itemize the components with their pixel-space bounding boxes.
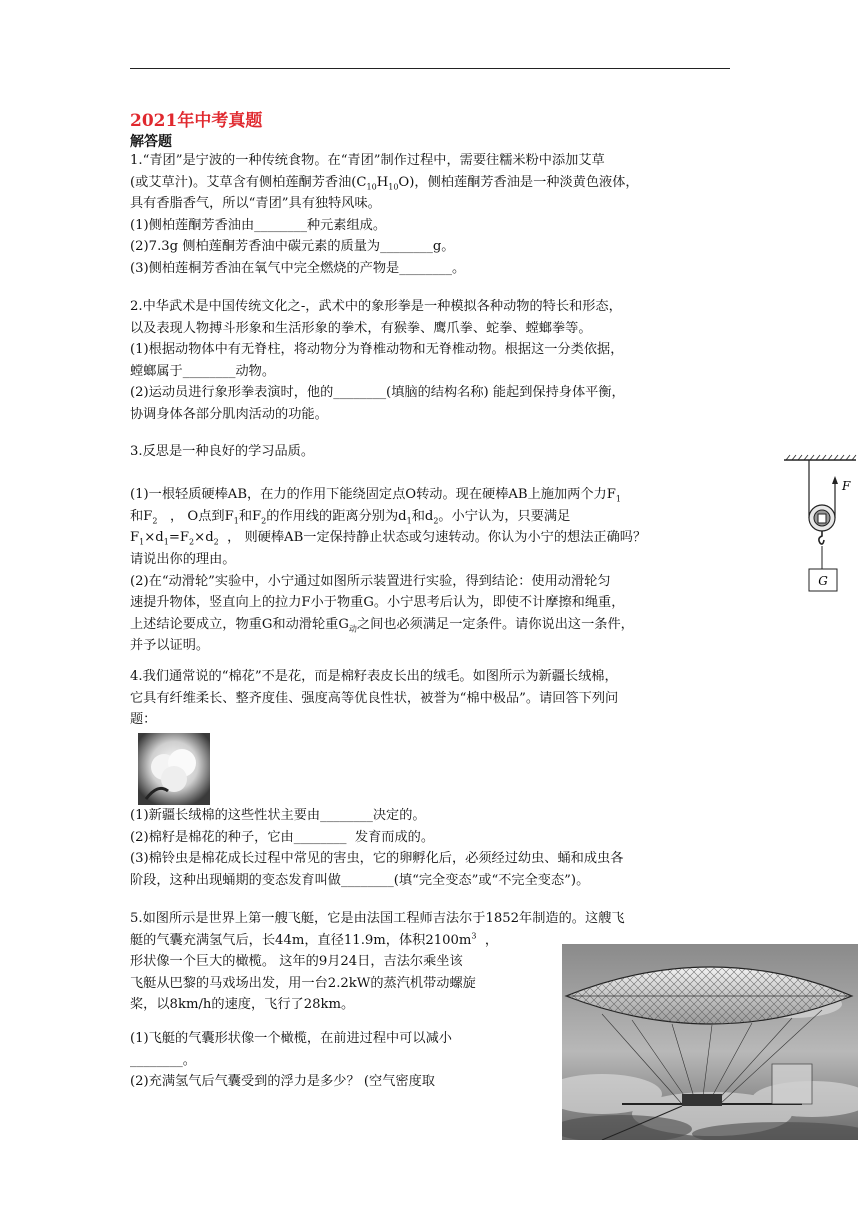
question-5	[130, 908, 625, 1093]
pulley-figure	[782, 454, 860, 594]
q1-line: 1.“青团”是宁波的一种传统食物。在“青团”制作过程中，需要往糯米粉中添加艾草	[130, 153, 605, 168]
cotton-photo	[138, 733, 210, 805]
header-rule	[130, 68, 730, 69]
question-4-subs	[130, 805, 623, 891]
q4-sub-1: (1)新疆长绒棉的这些性状主要由________决定的。	[130, 808, 426, 823]
q3-intro: 3.反思是一种良好的学习品质。	[130, 444, 315, 459]
q5-sub-1-blank: ________。	[130, 1052, 196, 1068]
q4-sub-4: 阶段，这种出现蛹期的变态发育叫做________(填“完全变态”或“不完全变态”)。	[130, 872, 590, 888]
q3-line: 上述结论要成立，物重G和动滑轮重$G_动$之间也必须满足一定条件。请你说出这一条件，	[130, 616, 634, 634]
q5-line: 形状像一个巨大的橄榄。 这年的9月24日，吉法尔乘坐该	[130, 954, 463, 970]
airship-illustration	[562, 944, 858, 1140]
q3-line: 速提升物体，竖直向上的拉力F小于物重G。小宁思考后认为，即使不计摩擦和绳重，	[130, 595, 625, 611]
hook	[819, 531, 824, 544]
q2-line: 螳螂属于________动物。	[130, 363, 276, 379]
q3-line: $F_1\times d_1=F_2\times d_2$ ， 则硬棒AB一定保持静止状态或匀速转动。你认为小宁的想法正确吗？	[130, 530, 647, 548]
q4-sub-2: (2)棉籽是棉花的种子，它由________ 发育而成的。	[130, 829, 434, 845]
force-label: F	[842, 479, 851, 493]
q3-line: (2)在“动滑轮”实验中，小宁通过如图所示装置进行实验，得到结论：使用动滑轮匀	[130, 573, 611, 589]
q3-line: 并予以证明。	[130, 638, 210, 654]
weight-label: G	[818, 574, 828, 588]
q1-sub-2: (2)7.3g 侧柏莲酮芳香油中碳元素的质量为________g。	[130, 239, 455, 255]
q2-line: 以及表现人物搏斗形象和生活形象的拳术，有猴拳、鹰爪拳、蛇拳、螳螂拳等。	[130, 320, 592, 336]
q2-line: (1)根据动物体中有无脊柱，将动物分为脊椎动物和无脊椎动物。根据这一分类依据，	[130, 342, 624, 358]
ceiling-hatch	[786, 455, 856, 460]
q1-line: (或艾草汁)。艾草含有侧柏莲酮芳香油$(C_{10}H_{10}O)$，侧柏莲酮芳香油是一种淡黄色液体，	[130, 174, 639, 192]
force-arrow	[832, 476, 838, 484]
q5-line: 艇的气囊充满氢气后，长44m，直径11.9m，体积$2100m^3$ ，	[130, 931, 499, 948]
q3-line: 和$F_2$ ， O点到$F_1$和$F_2$的作用线的距离分别为$d_1$和$d_2$。小宁认为，只要满足	[130, 508, 571, 526]
q5-line: 桨，以8km/h的速度，飞行了28km。	[130, 997, 355, 1013]
question-1	[130, 150, 639, 280]
q5-line: 5.如图所示是世界上第一艘飞艇，它是由法国工程师吉法尔于1852年制造的。这艘飞	[130, 911, 625, 926]
q1-line: 具有香脂香气，所以“青团”具有独特风味。	[130, 196, 381, 212]
q3-line: (1)一根轻质硬棒AB，在力的作用下能绕固定点O转动。现在硬棒AB上施加两个力$F_1$	[130, 487, 621, 504]
section-heading: 解答题	[130, 134, 172, 150]
q4-line: 题：	[130, 712, 157, 728]
question-4	[130, 666, 618, 731]
pulley-axle	[818, 514, 826, 523]
q2-line: 协调身体各部分肌肉活动的功能。	[130, 406, 328, 422]
q2-line: 2.中华武术是中国传统文化之-，武术中的象形拳是一种模拟各种动物的特长和形态，	[130, 299, 622, 314]
q1-sub-1: (1)侧柏莲酮芳香油由________种元素组成。	[130, 217, 387, 233]
q2-line: (2)运动员进行象形拳表演时，他的________(填脑的结构名称) 能起到保持身体平衡，	[130, 385, 625, 401]
page-title: 2021年中考真题	[130, 111, 263, 131]
q5-sub-1: (1)飞艇的气囊形状像一个橄榄，在前进过程中可以减小	[130, 1030, 452, 1046]
q1-sub-3: (3)侧柏莲桐芳香油在氧气中完全燃烧的产物是________。	[130, 260, 466, 276]
question-2	[130, 296, 625, 426]
q3-line: 请说出你的理由。	[130, 551, 236, 567]
q4-line: 4.我们通常说的“棉花”不是花，而是棉籽表皮长出的绒毛。如图所示为新疆长绒棉，	[130, 669, 618, 684]
question-3	[130, 441, 646, 657]
q5-sub-2: (2)充满氢气后气囊受到的浮力是多少？ (空气密度取	[130, 1074, 435, 1090]
q5-line: 飞艇从巴黎的马戏场出发，用一台2.2kW的蒸汽机带动螺旋	[130, 975, 476, 991]
q4-sub-3: (3)棉铃虫是棉花成长过程中常见的害虫，它的卵孵化后，必须经过幼虫、蛹和成虫各	[130, 851, 624, 867]
q4-line: 它具有纤维柔长、整齐度佳、强度高等优良性状，被誉为“棉中极品”。请回答下列问	[130, 690, 619, 706]
